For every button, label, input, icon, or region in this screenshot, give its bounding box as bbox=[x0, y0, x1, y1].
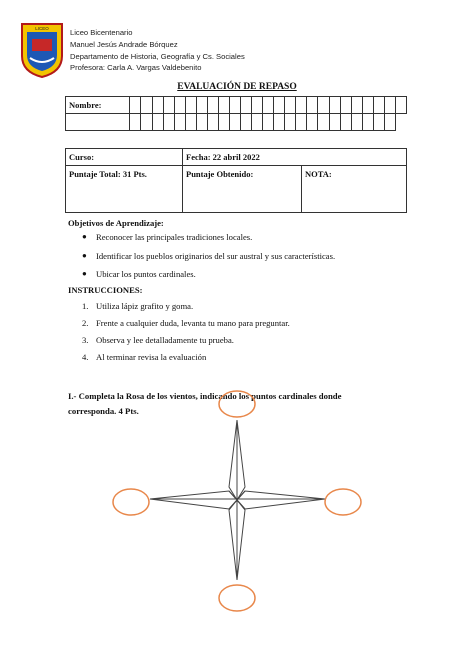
puntaje-total: Puntaje Total: 31 Pts. bbox=[66, 166, 183, 213]
answer-circle-east[interactable] bbox=[325, 489, 361, 515]
question-1: I.- Completa la Rosa de los vientos, indicando los puntos cardinales donde corresponda. 4 Pts. bbox=[68, 391, 342, 416]
list-item: 1. Utiliza lápiz grafito y goma. bbox=[82, 301, 194, 311]
school-full-name: Manuel Jesús Andrade Bórquez bbox=[70, 39, 178, 49]
answer-circle-west[interactable] bbox=[113, 489, 149, 515]
school-name: Liceo Bicentenario bbox=[70, 28, 133, 37]
curso-field[interactable]: Curso: bbox=[66, 149, 183, 166]
list-item: ● Reconocer las principales tradiciones locales. bbox=[82, 232, 253, 242]
svg-text:LICEO: LICEO bbox=[35, 26, 49, 31]
fecha-field: Fecha: 22 abril 2022 bbox=[183, 149, 407, 166]
teacher: Profesora: Carla A. Vargas Valdebenito bbox=[70, 63, 202, 73]
objetivos-title: Objetivos de Aprendizaje: bbox=[68, 218, 164, 228]
nota-field[interactable]: NOTA: bbox=[302, 166, 407, 213]
list-item: 3. Observa y lee detalladamente tu prueba. bbox=[82, 335, 234, 345]
list-item: 2. Frente a cualquier duda, levanta tu mano para preguntar. bbox=[82, 318, 290, 328]
answer-circle-north[interactable] bbox=[219, 391, 255, 417]
bullet-icon: ● bbox=[82, 269, 87, 278]
bullet-icon: ● bbox=[82, 232, 87, 241]
list-item: ● Identificar los pueblos originarios del sur austral y sus características. bbox=[82, 250, 336, 261]
bullet-icon: ● bbox=[82, 250, 87, 260]
instrucciones-title: INSTRUCCIONES: bbox=[68, 285, 143, 295]
list-item: ● Ubicar los puntos cardinales. bbox=[82, 269, 196, 279]
compass-star bbox=[150, 420, 325, 580]
document-title: EVALUACIÓN DE REPASO bbox=[177, 82, 297, 92]
puntaje-obtenido-field[interactable]: Puntaje Obtenido: bbox=[183, 166, 302, 213]
answer-circle-south[interactable] bbox=[219, 585, 255, 611]
department: Departamento de Historia, Geografía y Cs. Sociales bbox=[70, 51, 245, 61]
nombre-label: Nombre: bbox=[66, 97, 130, 114]
list-item: 4. Al terminar revisa la evaluación bbox=[82, 352, 207, 362]
